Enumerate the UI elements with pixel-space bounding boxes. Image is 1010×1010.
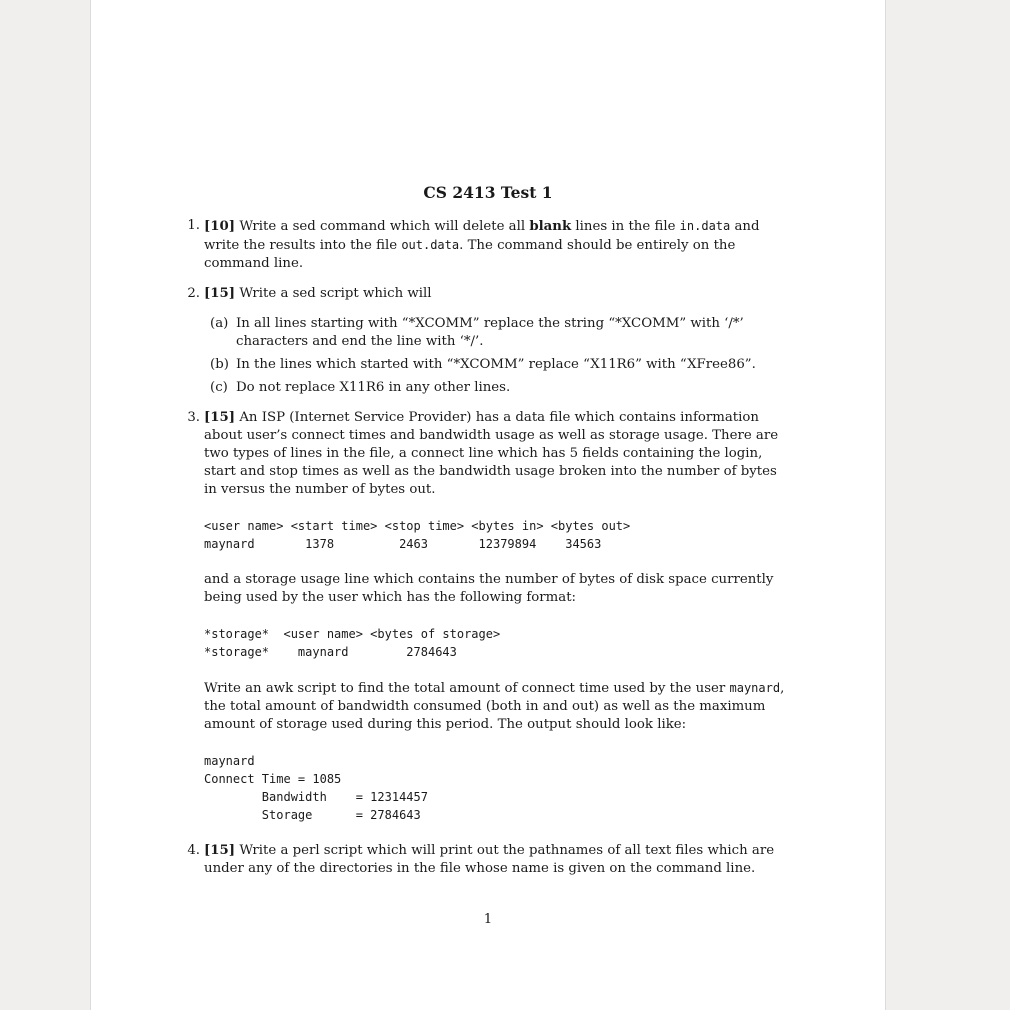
document-page [90, 0, 886, 1010]
subquestion-a [204, 315, 792, 351]
question-number: 3. [187, 410, 200, 425]
connect-line-format: <user name> <start time> <stop time> <bytes in> <bytes out> maynard 1378 2463 12379894 34563 [204, 519, 631, 551]
filename-in: in.data [679, 219, 731, 233]
question-points: [15] [204, 843, 236, 858]
question-text: and write the results into the file [204, 219, 760, 253]
subquestion-label: (a) [210, 316, 229, 331]
question-1 [184, 217, 792, 273]
filename-out: out.data [401, 238, 460, 252]
question-number: 2. [187, 286, 200, 301]
page-content [184, 180, 792, 890]
question-points: [10] [204, 219, 236, 234]
question-text: , the total amount of bandwidth consumed (both in and out) as well as the maximum amount of storage used during this period. The output should look like: [204, 681, 785, 732]
subquestion-label: (b) [210, 357, 229, 372]
question-text: Write a sed script which will [235, 286, 432, 301]
question-2 [184, 285, 792, 397]
subquestion-text: In the lines which started with “*XCOMM” replace “X11R6” with “XFree86”. [236, 357, 756, 372]
subquestion-text: In all lines starting with “*XCOMM” replace the string “*XCOMM” with ‘/*’ characters and end the line with ‘*/’. [236, 316, 744, 349]
subquestion-c [204, 379, 792, 397]
question-text: lines in the file [571, 219, 680, 234]
expected-output: maynard Connect Time = 1085 Bandwidth = 12314457 Storage = 2784643 [204, 754, 428, 822]
subquestion-text: Do not replace X11R6 in any other lines. [236, 380, 511, 395]
question-text: . The command should be entirely on the command line. [204, 238, 736, 271]
question-number: 4. [187, 843, 200, 858]
question-3 [184, 409, 792, 824]
question-points: [15] [204, 410, 236, 425]
page-number: 1 [483, 912, 493, 927]
question-points: [15] [204, 286, 236, 301]
question-text: An ISP (Internet Service Provider) has a data file which contains information about user’s connect times and bandwidth usage as well as storage usage. There are two types of lines in the file, a connect line which has 5 fields containing the login, start and stop times as well as the bandwidth usage broken into the number of bytes in versus the number of bytes out. [204, 410, 779, 497]
question-number: 1. [187, 218, 200, 233]
user-name: maynard [729, 681, 781, 695]
page-title: CS 2413 Test 1 [423, 183, 553, 202]
question-text: Write a sed command which will delete all [235, 219, 530, 234]
awk-task [204, 679, 792, 734]
storage-line-format: *storage* <user name> <bytes of storage> *storage* maynard 2784643 [204, 627, 501, 659]
subquestion-b [204, 356, 792, 374]
subquestion-list [204, 315, 792, 397]
bold-term: blank [529, 219, 572, 234]
storage-description: and a storage usage line which contains the number of bytes of disk space currently being used by the user which has the following format: [204, 572, 774, 605]
subquestion-label: (c) [210, 380, 228, 395]
question-text: Write a perl script which will print out the pathnames of all text files which are under any of the directories in the file whose name is given on the command line. [204, 843, 775, 876]
question-4 [184, 842, 792, 878]
question-text: Write an awk script to find the total amount of connect time used by the user [204, 681, 730, 696]
